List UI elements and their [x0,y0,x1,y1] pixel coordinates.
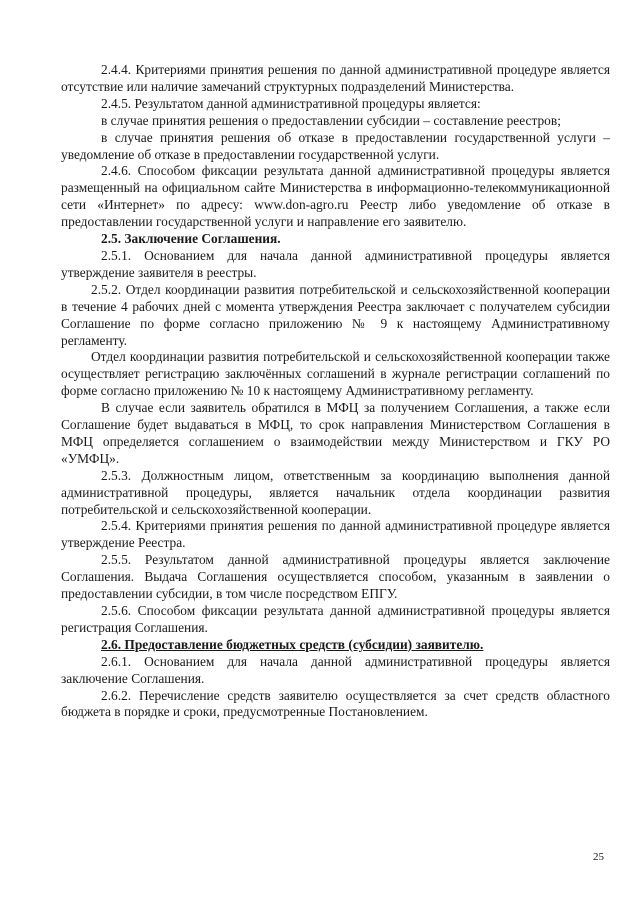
paragraph: 2.5.6. Способом фиксации результата данной административной процедуры является регистрация Соглашения. [61,603,610,635]
paragraph: в случае принятия решения о предоставлении субсидии – составление реестров; [101,112,561,128]
section-heading: 2.6. Предоставление бюджетных средств (субсидии) заявителю. [101,636,484,652]
paragraph: 2.6.2. Перечисление средств заявителю осуществляется за счет средств областного бюджета в порядке и сроки, предусмотренные Постановлением. [61,687,610,720]
paragraph: 2.6.1. Основанием для начала данной административной процедуры является заключение Соглашения. [61,653,610,686]
page-number: 25 [593,851,604,863]
paragraph: 2.5.2. Отдел координации развития потребительской и сельскохозяйственной кооперации в течение 4 рабочих дней с момента утверждения Реестра заключает с получателем субсидии Соглашение по форме согласно приложению № 9 к настоящему Административному регламенту. [61,281,610,348]
paragraph: 2.5.5. Результатом данной административной процедуры является заключение Соглашения. Выдача Соглашения осуществляется способом, указанным в заявлении о предоставлении субсидии, в том числе посредством ЕПГУ. [61,552,610,602]
paragraph: в случае принятия решения об отказе в предоставлении государственной услуги – уведомление об отказе в предоставлении государственной услуги. [61,129,610,162]
paragraph: 2.4.6. Способом фиксации результата данной административной процедуры является размещенный на официальном сайте Министерства в информационно-телекоммуникационной сети «Интернет» по адресу: www.don-agro.ru Реестр либо уведомление об отказе в предоставлении государственной услуги и направление его заявителю. [61,163,610,230]
paragraph: 2.5.4. Критериями принятия решения по данной административной процедуре является утверждение Реестра. [61,518,610,551]
paragraph: Отдел координации развития потребительской и сельскохозяйственной кооперации также осуществляет регистрацию заключённых соглашений в журнале регистрации соглашений по форме согласно приложению № 10 к настоящему Административному регламенту. [61,349,610,399]
section-heading: 2.5. Заключение Соглашения. [101,231,281,247]
paragraph: 2.5.1. Основанием для начала данной административной процедуры является утверждение заявителя в реестры. [61,247,610,280]
paragraph: 2.4.5. Результатом данной административной процедуры является: [101,95,481,111]
paragraph: В случае если заявитель обратился в МФЦ за получением Соглашения, а также если Соглашение будет выдаваться в МФЦ, то срок направления Министерством Соглашения в МФЦ определяется соглашением о взаимодействии между Министерством и ГКУ РО «УМФЦ». [61,400,610,466]
paragraph: 2.5.3. Должностным лицом, ответственным за координацию выполнения данной административной процедуры, является начальник отдела координации развития потребительской и сельскохозяйственной кооперации. [61,467,610,517]
paragraph: 2.4.4. Критериями принятия решения по данной административной процедуре является отсутствие или наличие замечаний структурных подразделений Министерства. [61,62,610,94]
document-body [61,62,610,721]
